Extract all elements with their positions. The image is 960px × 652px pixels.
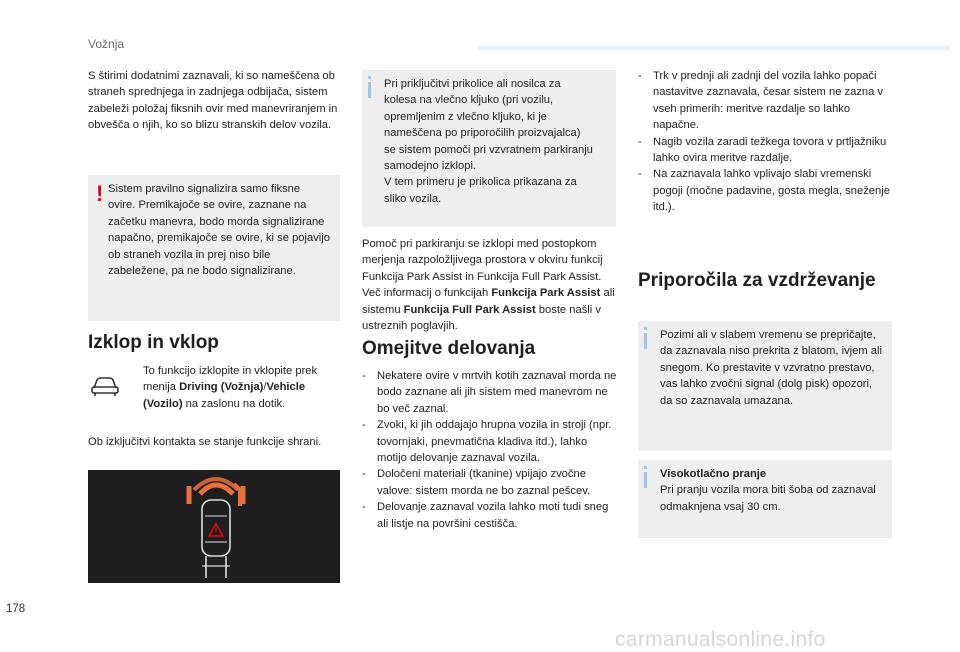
watermark: carmanualsonline.info bbox=[615, 628, 826, 651]
header-bar bbox=[478, 46, 950, 50]
intro-paragraph: S štirimi dodatnimi zaznavali, ki so nameščena ob straneh sprednjega in zadnjega odbijača, sistem zabeleži položaj fiksnih ovir med manevriranjem in obvešča o njih, ko so blizu stranskih delov vozila. bbox=[88, 70, 338, 132]
list-item: - Nagib vozila zaradi težkega tovora v prtljažniku lahko ovira meritve razdalje. bbox=[638, 135, 887, 165]
park-assist-paragraph: Pomoč pri parkiranju se izklopi med postopkom merjenja razpoložljivega prostora v okviru funkcij Funkcija Park Assist in Funkcija Full Park Assist. Več informacij o funkcijah Funkcija Park Assist ali sistemu Funkcija Full Park Assist boste našli v ustreznih poglavjih. bbox=[362, 238, 615, 333]
list-item: - Zvoki, ki jih oddajajo hrupna vozila in stroji (npr. tovornjaki, pnevmatična kladiva itd.), lahko motijo delovanje zaznaval vozila. bbox=[362, 419, 612, 465]
exclamation-icon: ! bbox=[96, 181, 104, 206]
list-item: - Nekatere ovire v mrtvih kotih zaznaval morda ne bodo zaznane ali jih sistem med manevrom ne bo več zaznal. bbox=[362, 370, 617, 415]
limitations-list bbox=[362, 368, 618, 532]
section-title: Vožnja bbox=[88, 37, 125, 51]
list-item: - Določeni materiali (tkanine) vpijajo zvočne valove: sistem morda ne bo zaznal pešcev. bbox=[362, 468, 591, 497]
car-sensor-illustration bbox=[88, 470, 340, 583]
page-number: 178 bbox=[6, 603, 26, 615]
heading-vzdrzevanje: Priporočila za vzdrževanje bbox=[638, 270, 876, 291]
info-washing-title: Visokotlačno pranje bbox=[660, 468, 767, 480]
toggle-instructions: To funkcijo izklopite in vklopite prek menija Driving (Vožnja)/Vehicle (Vozilo) na zaslonu na dotik. bbox=[143, 365, 318, 410]
list-item: - Na zaznavala lahko vplivajo slabi vremenski pogoji (močne padavine, gosta megla, sneženje itd.). bbox=[638, 168, 890, 214]
info-trailer-text: Pri priključitvi prikolice ali nosilca za kolesa na vlečno kljuko (pri vozilu, opremljenim z vlečno kljuko, ki je nameščena po priporočilih proizvajalca) se sistem pomoči pri vzvratnem parkiranju samodejno izklopi. V tem primeru je prikolica prikazana za sliko vozila. bbox=[384, 78, 593, 205]
sensor-issues-list bbox=[638, 68, 892, 216]
info-washing-text: Visokotlačno pranje Pri pranju vozila mora biti šoba od zaznaval odmaknjena vsaj 30 cm. bbox=[660, 468, 876, 513]
warning-text: Sistem pravilno signalizira samo fiksne ovire. Premikajoče se ovire, zaznane na začetku manevra, bodo morda signalizirane napačno, premikajoče se ovire, ki se pojavijo ob straneh vozila in prej niso bile zabeležene, pa ne bodo signalizirane. bbox=[108, 183, 331, 278]
info-box-winter bbox=[638, 321, 892, 451]
info-box-trailer bbox=[362, 70, 616, 227]
list-item: - Trk v prednji ali zadnji del vozila lahko popači nastavitve zaznavala, česar sistem ne zazna v vseh primerih: meritve razdalje so lahko napačne. bbox=[638, 70, 884, 132]
info-bar-icon bbox=[368, 76, 371, 79]
state-note: Ob izključitvi kontakta se stanje funkcije shrani. bbox=[88, 436, 322, 448]
car-settings-icon bbox=[88, 372, 128, 400]
info-winter-text: Pozimi ali v slabem vremenu se prepričajte, da zaznavala niso prekrita z blatom, ivjem ali snegom. Ko prestavite v vzvratno prestavo, vas lahko zvočni signal (dolg pisk) opozori, da so zaznavala umazana. bbox=[660, 329, 882, 407]
info-bar-icon bbox=[644, 327, 647, 330]
info-box-washing bbox=[638, 460, 892, 538]
info-bar-icon bbox=[644, 466, 647, 469]
warning-box bbox=[88, 175, 340, 321]
park-sensor-graphic bbox=[88, 470, 340, 583]
heading-izklop-vklop: Izklop in vklop bbox=[88, 332, 219, 353]
list-item: - Delovanje zaznaval vozila lahko moti tudi sneg ali listje na površini cestišča. bbox=[362, 501, 609, 530]
heading-omejitve: Omejitve delovanja bbox=[362, 338, 536, 359]
